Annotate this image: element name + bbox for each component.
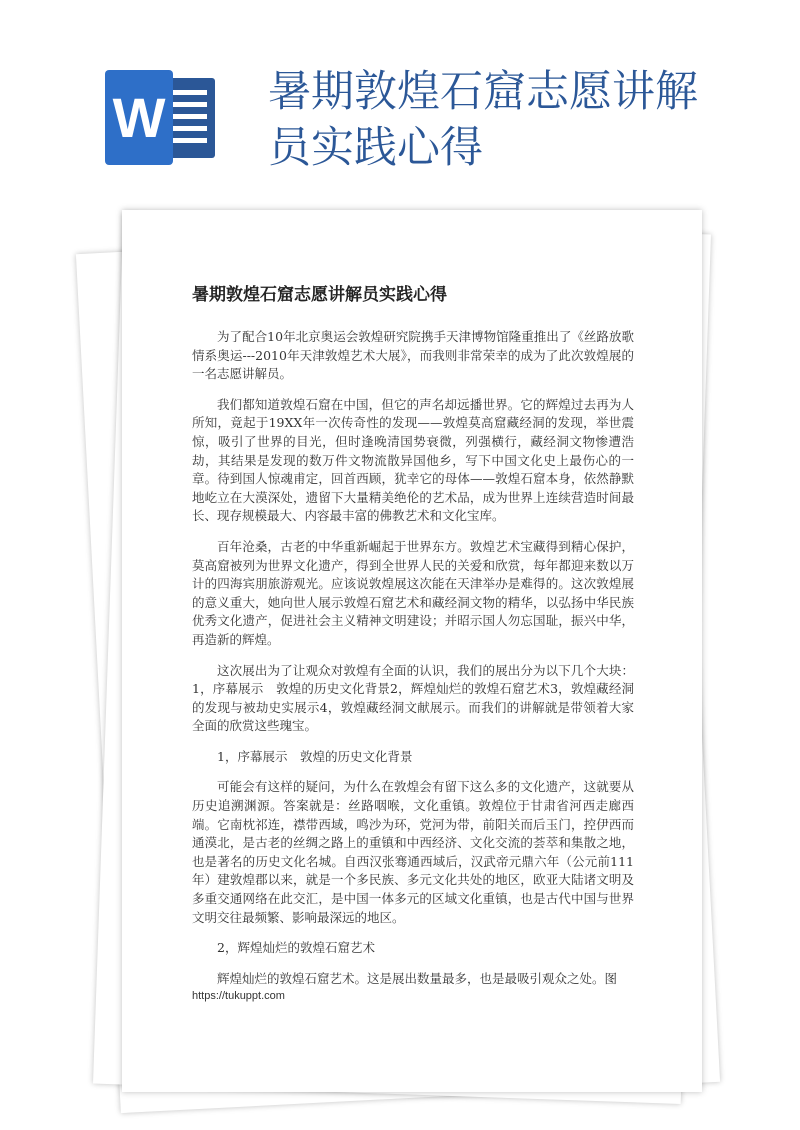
paragraph: 为了配合10年北京奥运会敦煌研究院携手天津博物馆隆重推出了《丝路放歌 情系奥运---2010年天津敦煌艺术大展》，而我则非常荣幸的成为了此次敦煌展的一名志愿讲解员。 <box>192 329 647 382</box>
section-heading: 1，序幕展示 敦煌的历史文化背景 <box>217 748 413 764</box>
document-page <box>122 210 702 1092</box>
document-body <box>192 328 647 1000</box>
paragraph: 辉煌灿烂的敦煌石窟艺术。这是展出数量最多，也是最吸引观众之处。图 <box>217 970 618 986</box>
paragraph: 可能会有这样的疑问，为什么在敦煌会有留下这么多的文化遗产，这就要从历史追溯渊源。答案就是：丝路咽喉，文化重镇。敦煌位于甘肃省河西走廊西端。它南枕祁连，襟带西域，鸣沙为环，党河为带，前阳关而后玉门，控伊西而通漠北，是古老的丝绸之路上的重镇和中西经济、文化交流的荟萃和集散之地，也是著名的历史文化名城。自西汉张骞通西域后，汉武帝元鼎六年（公元前111年）建敦煌郡以来，就是一个多民族、多元文化共处的地区，欧亚大陆诸文明及多重交通网络在此交汇，是中国一体多元的区域文化重镇，也是古代中国与世界文明交往最频繁、影响最深远的地区。 <box>192 779 634 925</box>
footer-url: https://tukuppt.com <box>192 990 285 1002</box>
section-heading: 2，辉煌灿烂的敦煌石窟艺术 <box>217 940 375 956</box>
paragraph: 我们都知道敦煌石窟在中国，但它的声名却远播世界。它的辉煌过去再为人所知，竟起于19XX年一次传奇性的发现——敦煌莫高窟藏经洞的发现，举世震惊，吸引了世界的目光，但时逢晚清国势衰微，列强横行，藏经洞文物惨遭浩劫，其结果是发现的数万件文物流散异国他乡，写下中国文化史上最伤心的一章。待到国人惊魂甫定，回首西顾，犹幸它的母体——敦煌石窟本身，依然静默地屹立在大漠深处，遗留下大量精美绝伦的艺术品，成为世界上连续营造时间最长、现存规模最大、内容最丰富的佛教艺术和文化宝库。 <box>192 396 634 524</box>
page-title: 暑期敦煌石窟志愿讲解员实践心得 <box>268 67 698 173</box>
document-title: 暑期敦煌石窟志愿讲解员实践心得 <box>192 285 447 305</box>
word-icon-letter: W <box>105 70 173 165</box>
paragraph: 百年沧桑，古老的中华重新崛起于世界东方。敦煌艺术宝藏得到精心保护，莫高窟被列为世界文化遗产，得到全世界人民的关爱和欣赏，每年都迎来数以万计的四海宾朋旅游观光。应该说敦煌展这次能在天津举办是难得的。这次敦煌展的意义重大，她向世人展示敦煌石窟艺术和藏经洞文物的精华，以弘扬中华民族优秀文化遗产，促进社会主义精神文明建设；并昭示国人勿忘国耻，振兴中华，再造新的辉煌。 <box>192 538 634 647</box>
paragraph: 这次展出为了让观众对敦煌有全面的认识，我们的展出分为以下几个大块：1，序幕展示 敦煌的历史文化背景2，辉煌灿烂的敦煌石窟艺术3，敦煌藏经洞的发现与被劫史实展示4，敦煌藏经洞文献展示。而我们的讲解就是带领着大家全面的欣赏这些瑰宝。 <box>192 662 634 734</box>
header <box>0 0 800 200</box>
word-icon <box>105 70 215 165</box>
